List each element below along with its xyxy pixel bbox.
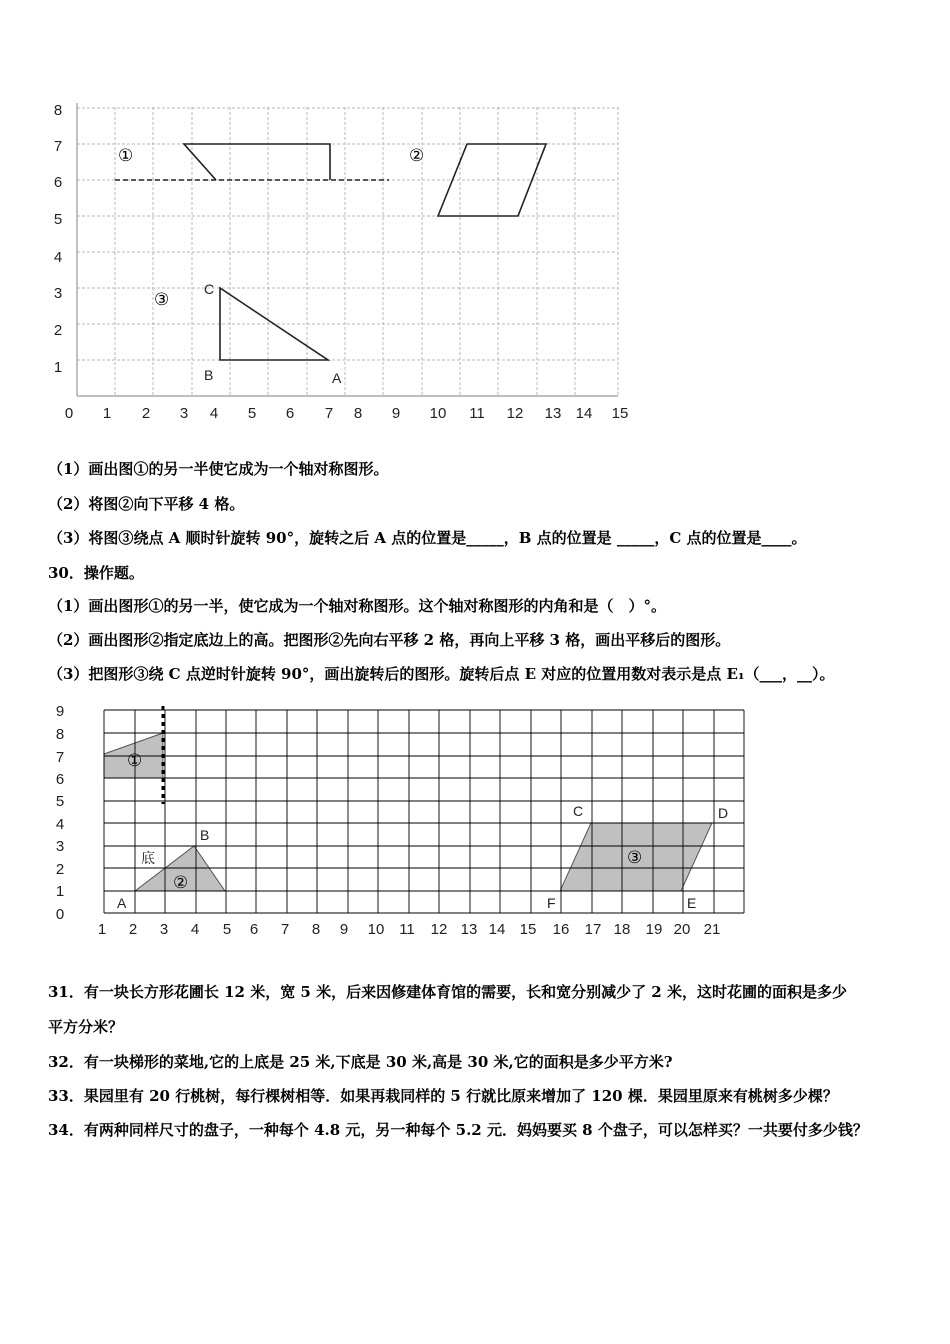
x-tick-label: 19 xyxy=(645,921,663,938)
y-tick-label: 7 xyxy=(55,749,65,766)
x-tick-label: 6 xyxy=(249,921,259,938)
point-label-b: B xyxy=(204,367,214,383)
x-tick-label: 13 xyxy=(544,405,562,422)
y-tick-label: 6 xyxy=(53,174,63,191)
y-tick-label: 8 xyxy=(55,726,65,743)
y-tick-label: 2 xyxy=(53,322,63,339)
point-label-e: E xyxy=(687,895,697,911)
x-tick-label: 8 xyxy=(353,405,363,422)
point-label-a: A xyxy=(332,370,342,386)
x-tick-label: 15 xyxy=(519,921,537,938)
shape-1-half xyxy=(184,144,330,180)
q29-part-1: （1）画出图①的另一半使它成为一个轴对称图形。 xyxy=(48,460,389,478)
x-axis-labels xyxy=(98,921,721,938)
x-tick-label: 14 xyxy=(575,405,593,422)
shape-label-3: ③ xyxy=(154,290,170,310)
y-axis-labels xyxy=(56,703,64,923)
x-tick-label: 17 xyxy=(584,921,602,938)
q30-part-2: （2）画出图形②指定底边上的高。把图形②先向右平移 2 格，再向上平移 3 格，画出平移后的图形。 xyxy=(48,631,731,649)
x-tick-label: 14 xyxy=(488,921,506,938)
point-label-f: F xyxy=(547,895,556,911)
q31-line-2: 平方分米？ xyxy=(48,1018,124,1036)
y-tick-label: 3 xyxy=(53,285,63,302)
x-tick-label: 7 xyxy=(280,921,290,938)
y-tick-label: 4 xyxy=(53,249,63,266)
x-tick-label: 4 xyxy=(209,405,219,422)
q29-part-2: （2）将图②向下平移 4 格。 xyxy=(48,495,245,513)
y-tick-label: 9 xyxy=(55,703,65,720)
y-tick-label: 8 xyxy=(53,102,63,119)
x-tick-label: 20 xyxy=(673,921,691,938)
x-tick-label: 12 xyxy=(506,405,524,422)
y-tick-label: 5 xyxy=(55,793,65,810)
shape-label-1: ① xyxy=(127,751,143,771)
x-tick-label: 3 xyxy=(179,405,189,422)
q30-part-1: （1）画出图形①的另一半，使它成为一个轴对称图形。这个轴对称图形的内角和是（ ）°。 xyxy=(48,597,666,615)
grid-lines xyxy=(77,103,618,396)
x-tick-label: 2 xyxy=(141,405,151,422)
x-tick-label: 10 xyxy=(367,921,385,938)
y-axis-labels xyxy=(54,102,62,376)
q32-text: 32．有一块梯形的菜地,它的上底是 25 米,下底是 30 米,高是 30 米,它的面积是多少平方米? xyxy=(48,1053,673,1071)
x-tick-label: 10 xyxy=(429,405,447,422)
x-tick-label: 9 xyxy=(339,921,349,938)
y-tick-label: 0 xyxy=(55,906,65,923)
x-tick-label: 11 xyxy=(399,921,415,938)
point-label-c: C xyxy=(573,803,584,819)
shape-label-2: ② xyxy=(173,873,189,893)
shape-label-1: ① xyxy=(118,146,134,166)
x-tick-label: 8 xyxy=(311,921,321,938)
x-tick-label: 11 xyxy=(469,405,485,422)
q34-text: 34．有两种同样尺寸的盘子，一种每个 4.8 元，另一种每个 5.2 元．妈妈要买 8 个盘子，可以怎样买？一共要付多少钱？ xyxy=(48,1121,868,1139)
x-tick-label: 16 xyxy=(552,921,570,938)
shape-label-2: ② xyxy=(409,146,425,166)
y-tick-label: 7 xyxy=(53,138,63,155)
base-label: 底 xyxy=(141,851,155,867)
point-label-c: C xyxy=(204,281,215,297)
y-tick-label: 4 xyxy=(55,816,65,833)
x-axis-labels xyxy=(65,405,629,422)
x-tick-label: 12 xyxy=(430,921,448,938)
y-tick-label: 6 xyxy=(55,771,65,788)
x-tick-label: 6 xyxy=(285,405,295,422)
y-tick-label: 3 xyxy=(55,838,65,855)
x-tick-label: 2 xyxy=(128,921,138,938)
x-tick-label: 4 xyxy=(190,921,200,938)
x-tick-label: 13 xyxy=(460,921,478,938)
y-tick-label: 1 xyxy=(53,359,63,376)
x-tick-label: 7 xyxy=(324,405,334,422)
x-tick-label: 1 xyxy=(97,921,107,938)
y-tick-label: 2 xyxy=(55,861,65,878)
shape-3-triangle xyxy=(220,288,328,360)
grid-figure-1 xyxy=(40,95,640,430)
q30-title: 30．操作题。 xyxy=(48,564,144,582)
x-tick-label: 9 xyxy=(391,405,401,422)
y-tick-label: 5 xyxy=(53,211,63,228)
y-tick-label: 1 xyxy=(55,883,65,900)
x-tick-label: 15 xyxy=(611,405,629,422)
grid-figure-2 xyxy=(40,698,760,943)
x-tick-label: 5 xyxy=(247,405,257,422)
q33-text: 33．果园里有 20 行桃树，每行棵树相等．如果再栽同样的 5 行就比原来增加了 120 棵．果园里原来有桃树多少棵？ xyxy=(48,1087,838,1105)
x-tick-label: 21 xyxy=(703,921,721,938)
q29-part-3: （3）将图③绕点 A 顺时针旋转 90°，旋转之后 A 点的位置是_____，B 点的位置是 _____，C 点的位置是____。 xyxy=(48,529,807,547)
q30-part-3: （3）把图形③绕 C 点逆时针旋转 90°，画出旋转后的图形。旋转后点 E 对应的位置用数对表示是点 E₁（___，__）。 xyxy=(48,665,835,683)
q31-line-1: 31．有一块长方形花圃长 12 米，宽 5 米，后来因修建体育馆的需要，长和宽分别减少了 2 米，这时花圃的面积是多少 xyxy=(48,983,847,1001)
x-tick-label: 3 xyxy=(159,921,169,938)
point-label-b: B xyxy=(200,827,210,843)
x-tick-label: 0 xyxy=(64,405,74,422)
x-tick-label: 1 xyxy=(102,405,112,422)
x-tick-label: 18 xyxy=(613,921,631,938)
point-label-a: A xyxy=(117,895,127,911)
point-label-d: D xyxy=(718,805,729,821)
shape-label-3: ③ xyxy=(627,848,643,868)
x-tick-label: 5 xyxy=(222,921,232,938)
